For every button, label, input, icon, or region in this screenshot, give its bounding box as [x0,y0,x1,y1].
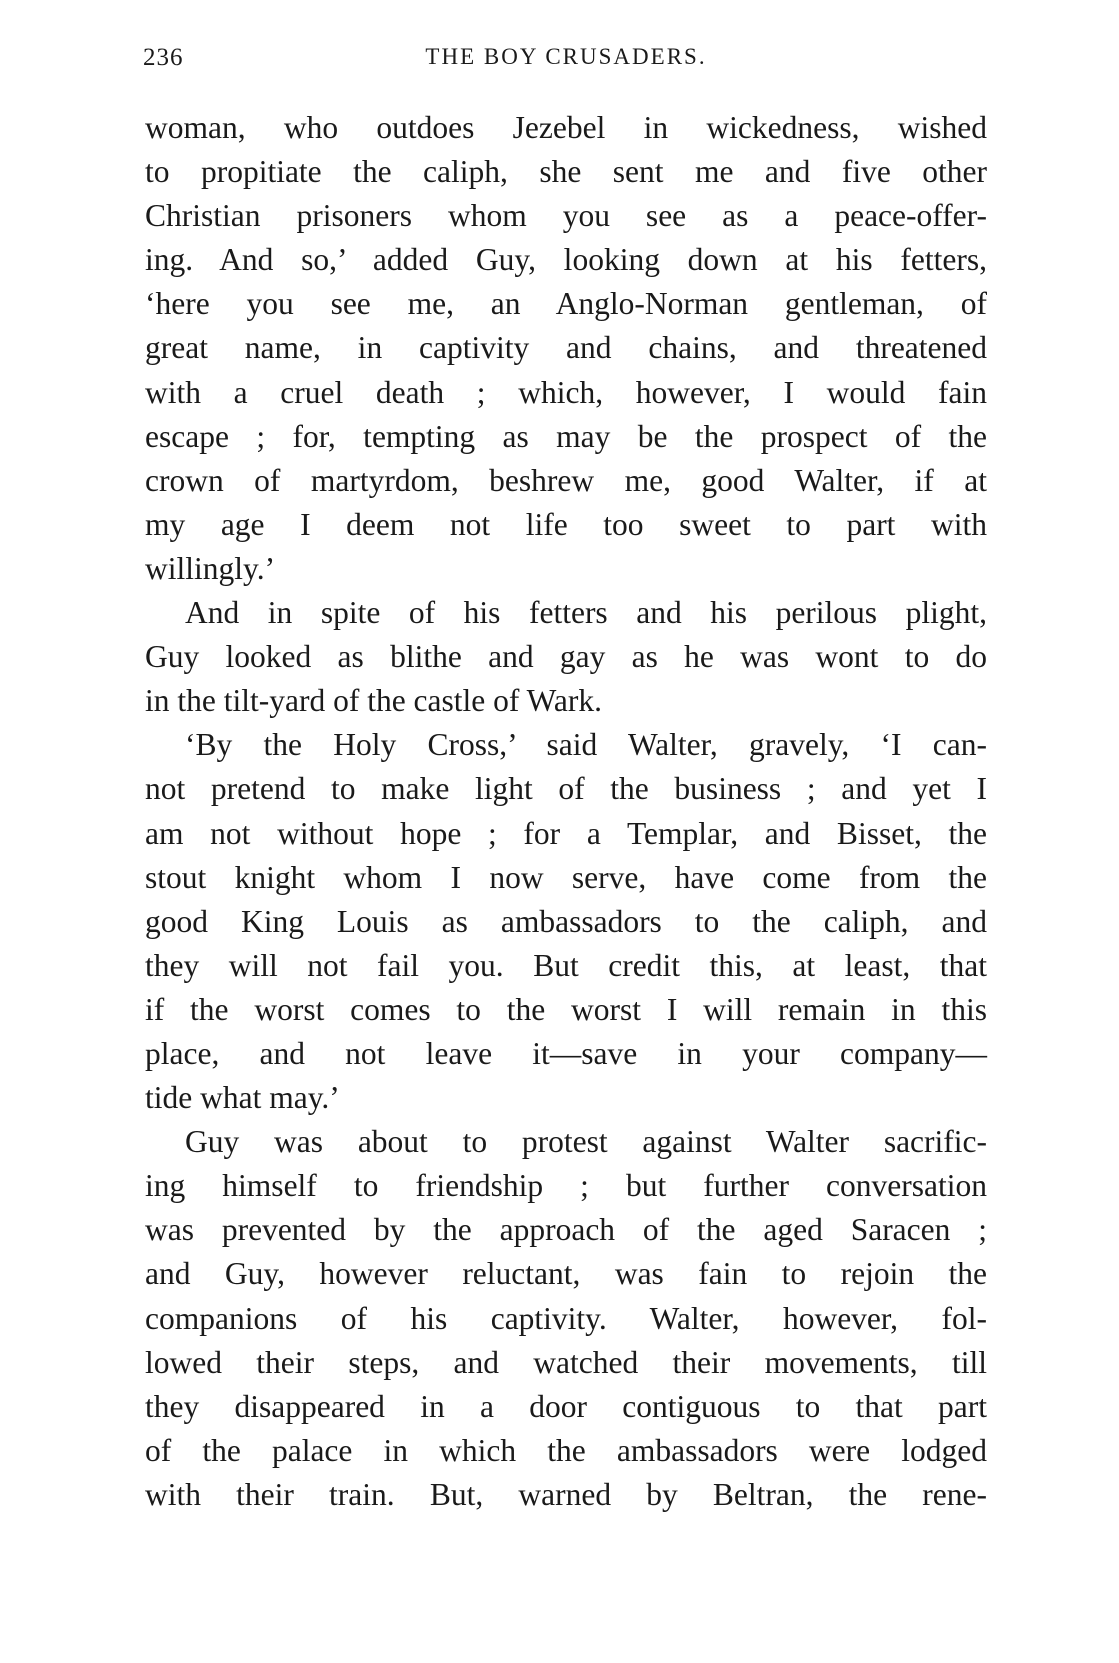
text-line: willingly.’ [145,550,276,586]
text-line: of the palace in which the ambassadors were lodged [145,1432,987,1468]
text-line: great name, in captivity and chains, and threatened [145,330,987,366]
text-line: am not without hope ; for a Templar, and Bisset, the [145,815,987,851]
text-line: woman, who outdoes Jezebel in wickedness, wished [145,110,987,145]
text-line: place, and not leave it—save in your company— [145,1035,987,1071]
text-line: Christian prisoners whom you see as a peace-offer- [145,198,987,234]
text-line: companions of his captivity. Walter, however, fol- [145,1300,987,1336]
text-line: lowed their steps, and watched their movements, till [145,1344,987,1380]
paragraph-start-line: ‘By the Holy Cross,’ said Walter, gravely, ‘I can- [185,727,987,763]
text-line: stout knight whom I now serve, have come from the [145,859,987,895]
text-line: ‘here you see me, an Anglo-Norman gentleman, of [145,286,987,322]
text-line: Guy looked as blithe and gay as he was wont to do [145,639,987,675]
text-line: if the worst comes to the worst I will remain in this [145,991,987,1027]
text-line: not pretend to make light of the business ; and yet I [145,771,987,807]
text-line: my age I deem not life too sweet to part with [145,506,987,542]
body-text [145,106,987,1517]
paragraph-start-line: Guy was about to protest against Walter sacrific- [185,1124,987,1160]
paragraph-start-line: And in spite of his fetters and his perilous plight, [185,595,987,631]
text-line: good King Louis as ambassadors to the caliph, and [145,903,987,939]
text-line: with a cruel death ; which, however, I would fain [145,374,987,410]
text-line: with their train. But, warned by Beltran, the rene- [145,1476,987,1512]
text-line: tide what may.’ [145,1080,340,1116]
text-line: they disappeared in a door contiguous to that part [145,1388,987,1424]
page-number: 236 [143,44,184,71]
text-line: ing. And so,’ added Guy, looking down at his fetters, [145,242,987,278]
text-line: was prevented by the approach of the aged Saracen ; [145,1212,987,1248]
text-line: they will not fail you. But credit this, at least, that [145,947,987,983]
text-line: ing himself to friendship ; but further conversation [145,1168,987,1204]
page-header [143,44,989,84]
text-line: crown of martyrdom, beshrew me, good Walter, if at [145,462,987,498]
running-title: THE BOY CRUSADERS. [425,44,707,69]
text-line: in the tilt-yard of the castle of Wark. [145,683,602,719]
text-line: escape ; for, tempting as may be the prospect of the [145,418,987,454]
text-line: to propitiate the caliph, she sent me and five other [145,154,987,190]
text-line: and Guy, however reluctant, was fain to rejoin the [145,1256,987,1292]
